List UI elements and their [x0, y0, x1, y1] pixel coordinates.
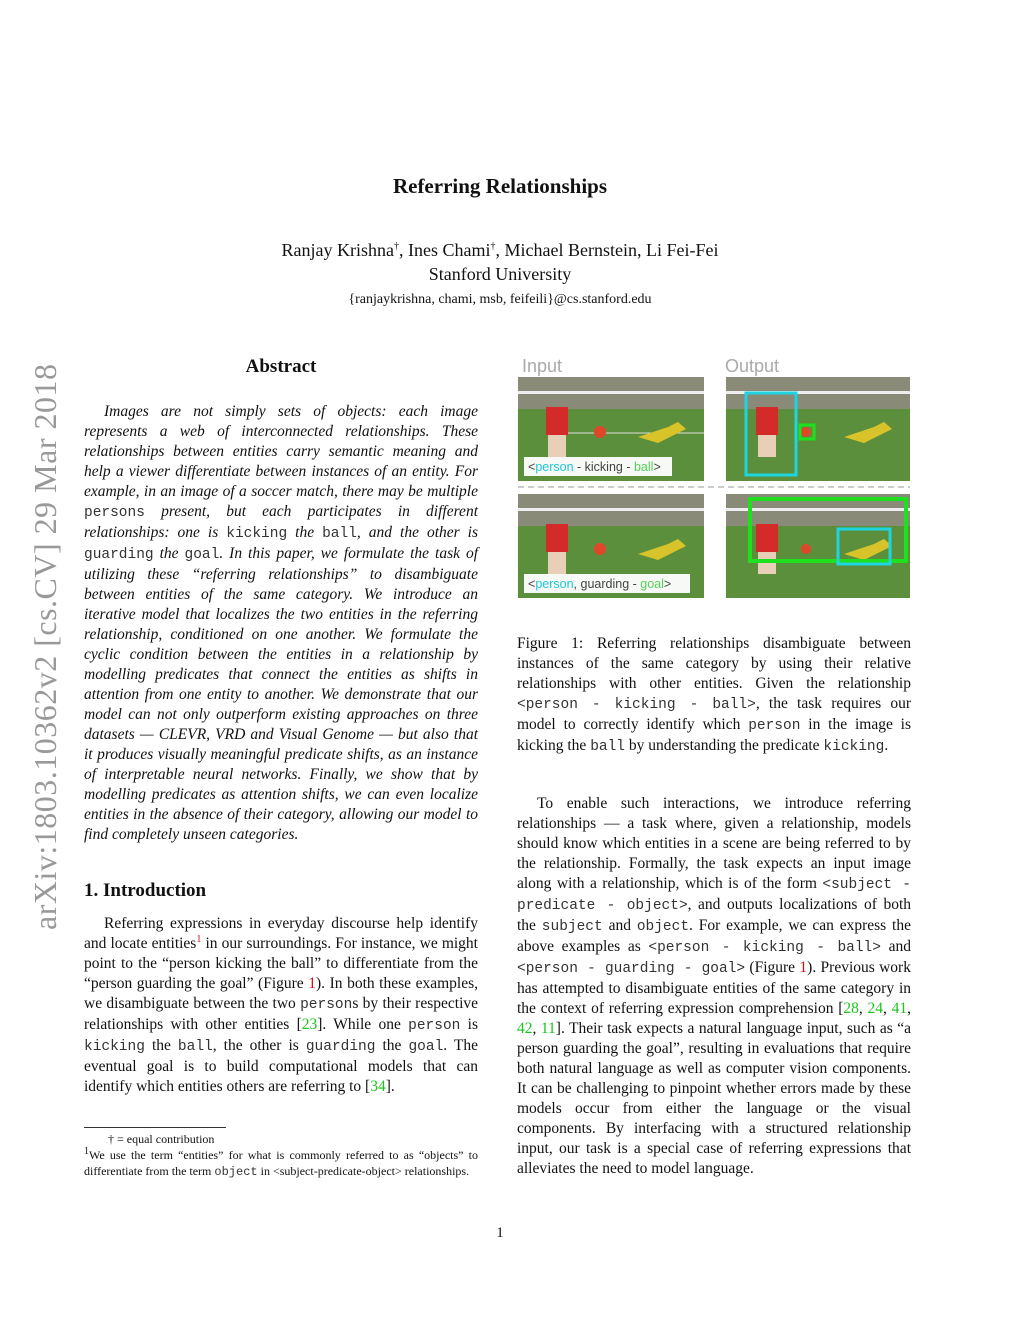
text-run: in our surroundings. For instance, we might point to the “person kicking the ball” to differentiate from the “person guarding the goal” (Figure	[84, 935, 478, 992]
footnote-mark[interactable]: 1	[196, 933, 202, 945]
equal-contribution-mark: †	[394, 241, 400, 252]
text-run: Referring expressions in everyday discourse help identify and locate entities	[84, 915, 478, 952]
text-run: , and outputs localizations of both the	[517, 896, 911, 934]
text-run: is	[460, 1016, 478, 1033]
right-column-paragraph	[517, 794, 911, 1179]
text-run: in <subject-predicate-object> relationships.	[257, 1164, 470, 1178]
goal-crossbar	[518, 391, 704, 394]
text-run: , the other is	[212, 1037, 306, 1054]
output-photo-top	[726, 377, 910, 481]
kicker-player	[756, 524, 778, 552]
abstract-heading: Abstract	[245, 356, 317, 377]
text-run: Figure 1: Referring relationships disambiguate between instances of the same category by using their relative relationships with other entities. Given the relationship	[517, 635, 911, 692]
code-term: ball	[322, 526, 357, 542]
code-term: <subject - predicate - object>	[517, 877, 912, 914]
text-run: .	[884, 737, 889, 754]
kicker-legs	[758, 435, 776, 457]
author-bernstein-feifei: Michael Bernstein, Li Fei-Fei	[504, 240, 719, 260]
code-term: <person - kicking - ball>	[517, 697, 756, 713]
code-term: kicking	[823, 739, 885, 755]
citation-separator: ,	[858, 1000, 868, 1017]
footnote-entities	[84, 1147, 478, 1180]
text-run: To enable such interactions, we introduce referring relationships — a task where, given a relationship, models should know which entities in a scene are being referred to by the relationship. Formally, the task expects an input image along with a relationship, which is of the form	[517, 795, 911, 892]
citation-separator: ,	[883, 1000, 892, 1017]
kicker-player	[546, 407, 568, 435]
text-run: , and the other is	[356, 524, 479, 541]
figure-reference-link[interactable]: 1	[799, 959, 808, 976]
figure-1-illustration	[516, 353, 912, 603]
kicker-player	[756, 407, 778, 435]
code-term: <person - guarding - goal>	[517, 961, 746, 977]
text-run: , the task requires our model to correctly identify which	[517, 695, 911, 733]
code-term: person	[300, 997, 353, 1013]
text-run: present, but each participates in different relationships: one is	[84, 503, 478, 541]
text-run: ). In both these examples, we disambiguate between the two	[84, 975, 479, 1012]
text-run: in the image is kicking the	[517, 716, 912, 754]
code-term: object	[214, 1165, 258, 1179]
code-term: guarding	[84, 547, 154, 563]
text-run: ].	[385, 1078, 395, 1095]
goal-crossbar	[726, 508, 910, 511]
goal-crossbar	[518, 508, 704, 511]
footnote-number: 1	[84, 1146, 89, 1157]
kicker-legs	[548, 552, 566, 574]
code-term: goal	[408, 1039, 444, 1055]
text-run: . The eventual goal is to build computational models that can identify which entities others are referring to [	[84, 1037, 479, 1095]
relation-label-guarding: <person, guarding - goal>	[528, 577, 672, 591]
figure-1-caption	[517, 634, 911, 757]
code-term: person	[748, 718, 801, 734]
output-photo-bottom	[726, 494, 910, 598]
input-photo-top	[518, 377, 704, 481]
citation-link[interactable]: 11	[540, 1020, 556, 1037]
equal-contribution-mark: †	[490, 241, 496, 252]
ball	[801, 427, 811, 437]
citation-link[interactable]: 24	[867, 1000, 883, 1017]
text-run: . In this paper, we formulate the task of utilizing these “referring relationships” to disambiguate between entities of the same category. We introduce an iterative model that localizes the two entities in the referring relationship, conditioned on one another. We formulate the cyclic condition between the entities in a relationship by modelling predicates that connect the entities as shifts in attention from one entity to another. We demonstrate that our model can not only outperform existing approaches on three datasets — CLEVR, VRD and Visual Genome — but also that it produces visually meaningful predicate shifts, as an instance of interpretable neural networks. Finally, we show that by modelling predicates as attention shifts, we can even localize entities in the absence of their category, allowing our model to find completely unseen categories.	[84, 545, 479, 843]
citation-link[interactable]: 23	[301, 1016, 318, 1033]
citation-link[interactable]: 41	[891, 1000, 908, 1017]
abstract-text	[84, 402, 478, 845]
code-term: <person - kicking - ball>	[648, 940, 881, 956]
author-separator: ,	[399, 240, 409, 260]
output-label: Output	[725, 356, 780, 376]
text-run: ). Previous work has attempted to disambiguate entities of the same category in the context of referring expression comprehension [	[517, 959, 911, 1017]
author-list	[0, 240, 1000, 261]
citation-link[interactable]: 42	[517, 1020, 533, 1037]
code-term: goal	[184, 547, 220, 563]
text-run: ]. Their task expects a natural language input, such as “a person guarding the goal”, resulting in evaluations that require both natural language as well as computer vision components. It can be challenging to pinpoint whether errors made by these models occur from either the language or the visual components. By interfacing with a structured relationship input, our task is a special case of referring expressions that alleviates the need to model language.	[517, 1020, 912, 1177]
author-krishna: Ranjay Krishna	[281, 240, 395, 260]
input-label: Input	[522, 356, 563, 376]
text-run: by understanding the predicate	[625, 737, 824, 754]
code-term: guarding	[305, 1039, 376, 1055]
text-run: the	[144, 1037, 178, 1054]
text-run: . For example, we can express the above examples as	[517, 917, 911, 955]
text-run: the	[153, 545, 185, 562]
code-term: ball	[177, 1039, 213, 1055]
figure-1	[516, 353, 912, 603]
text-run: and	[602, 917, 637, 934]
code-term: persons	[84, 505, 145, 521]
code-term: kicking	[226, 526, 288, 542]
introduction-text	[84, 914, 478, 1097]
citation-link[interactable]: 28	[843, 1000, 859, 1017]
text-run: s by their respective relationships with other entities [	[84, 995, 478, 1033]
text-run: and	[880, 938, 911, 955]
code-term: ball	[590, 739, 625, 755]
code-term: subject	[541, 919, 603, 935]
code-term: object	[636, 919, 690, 935]
kicker-player	[546, 524, 568, 552]
arxiv-identifier: arXiv:1803.10362v2 [cs.CV] 29 Mar 2018	[27, 363, 63, 930]
code-term: person	[408, 1018, 461, 1034]
text-run: the	[287, 524, 323, 541]
ball	[801, 544, 811, 554]
footnote-equal-contribution: † = equal contribution	[108, 1132, 215, 1146]
author-separator: ,	[495, 240, 505, 260]
ball	[594, 543, 606, 555]
text-run: the	[375, 1037, 409, 1054]
ball	[594, 426, 606, 438]
text-run: We use the term “entities” for what is commonly referred to as “objects” to differentiate from the term	[84, 1148, 478, 1178]
author-emails: {ranjaykrishna, chami, msb, feifeili}@cs.stanford.edu	[348, 292, 652, 307]
text-run: ]. While one	[317, 1016, 409, 1033]
author-chami: Ines Chami	[408, 240, 491, 260]
kicker-legs	[548, 435, 566, 457]
text-run: Images are not simply sets of objects: each image represents a web of interconnected relationships. These relationships between entities carry semantic meaning and help a viewer differentiate between instances of an entity. For example, in an image of a soccer match, there may be multiple	[84, 403, 478, 500]
introduction-heading: 1. Introduction	[84, 880, 207, 901]
page-number: 1	[496, 1225, 504, 1241]
relation-label-kicking: <person - kicking - ball>	[528, 460, 661, 474]
footnote-divider	[84, 1127, 226, 1128]
text-run: (Figure	[745, 959, 800, 976]
affiliation: Stanford University	[428, 264, 572, 284]
citation-link[interactable]: 34	[370, 1078, 386, 1095]
input-photo-bottom	[518, 494, 704, 598]
citation-separator: ,	[907, 1000, 912, 1017]
citation-separator: ,	[532, 1020, 541, 1037]
figure-reference-link[interactable]: 1	[308, 975, 316, 992]
code-term: kicking	[84, 1039, 145, 1055]
paper-title: Referring Relationships	[392, 174, 608, 198]
